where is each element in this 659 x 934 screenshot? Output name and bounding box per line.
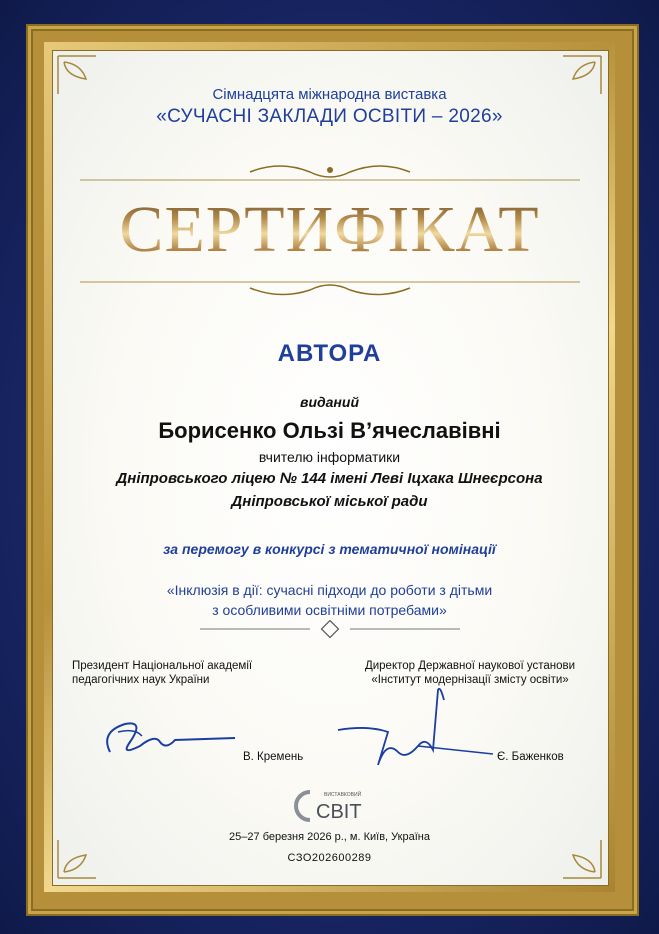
issued-label: виданий	[299, 394, 359, 410]
right-signature	[328, 680, 498, 775]
right-title-line1: Директор Державної наукової установи	[364, 660, 576, 672]
corner-ornament-bottom-left	[56, 810, 126, 880]
left-signature	[100, 712, 240, 762]
bottom-flourish	[80, 276, 580, 302]
exhibition-line1: Сімнадцята міжнародна виставка	[212, 86, 447, 103]
exhibition-logo	[294, 786, 374, 826]
event-details: 25–27 березня 2026 р., м. Київ, Україна	[229, 831, 430, 843]
left-signatory-title	[72, 659, 312, 687]
merit-statement: за перемогу в конкурсі з тематичної номінації	[163, 541, 496, 557]
right-signer-name: Є. Баженков	[497, 751, 564, 763]
left-title-line1: Президент Національної академії	[72, 660, 253, 672]
left-title-line2: педагогічних наук України	[72, 674, 210, 686]
top-flourish	[80, 160, 580, 186]
nomination-divider	[200, 620, 460, 638]
recipient-name: Борисенко Ользі В’ячеславівні	[158, 418, 501, 443]
exhibition-line2: «СУЧАСНІ ЗАКЛАДИ ОСВІТИ – 2026»	[156, 106, 503, 127]
institution-line1: Дніпровського ліцею № 144 імені Леві Іцхака Шнеєрсона	[116, 470, 543, 487]
certificate-title: СЕРТИФІКАТ	[52, 192, 607, 268]
nomination-line1: «Інклюзія в дії: сучасні підходи до роботи з дітьми	[166, 582, 493, 598]
logo-small-text: ВИСТАВКОВИЙ	[324, 792, 362, 798]
right-title-line2: «Інститут модернізації змісту освіти»	[371, 674, 569, 686]
left-signer-name: В. Кремень	[243, 751, 304, 763]
nomination-line2: з особливими освітніми потребами»	[212, 602, 447, 618]
logo-main-text: СВІТ	[316, 801, 362, 823]
institution-line2: Дніпровської міської ради	[231, 493, 428, 510]
corner-ornament-bottom-right	[533, 810, 603, 880]
certificate-subtitle: АВТОРА	[277, 340, 382, 367]
certificate-code: СЗО202600289	[287, 852, 372, 864]
recipient-role: вчителю інформатики	[258, 449, 401, 465]
